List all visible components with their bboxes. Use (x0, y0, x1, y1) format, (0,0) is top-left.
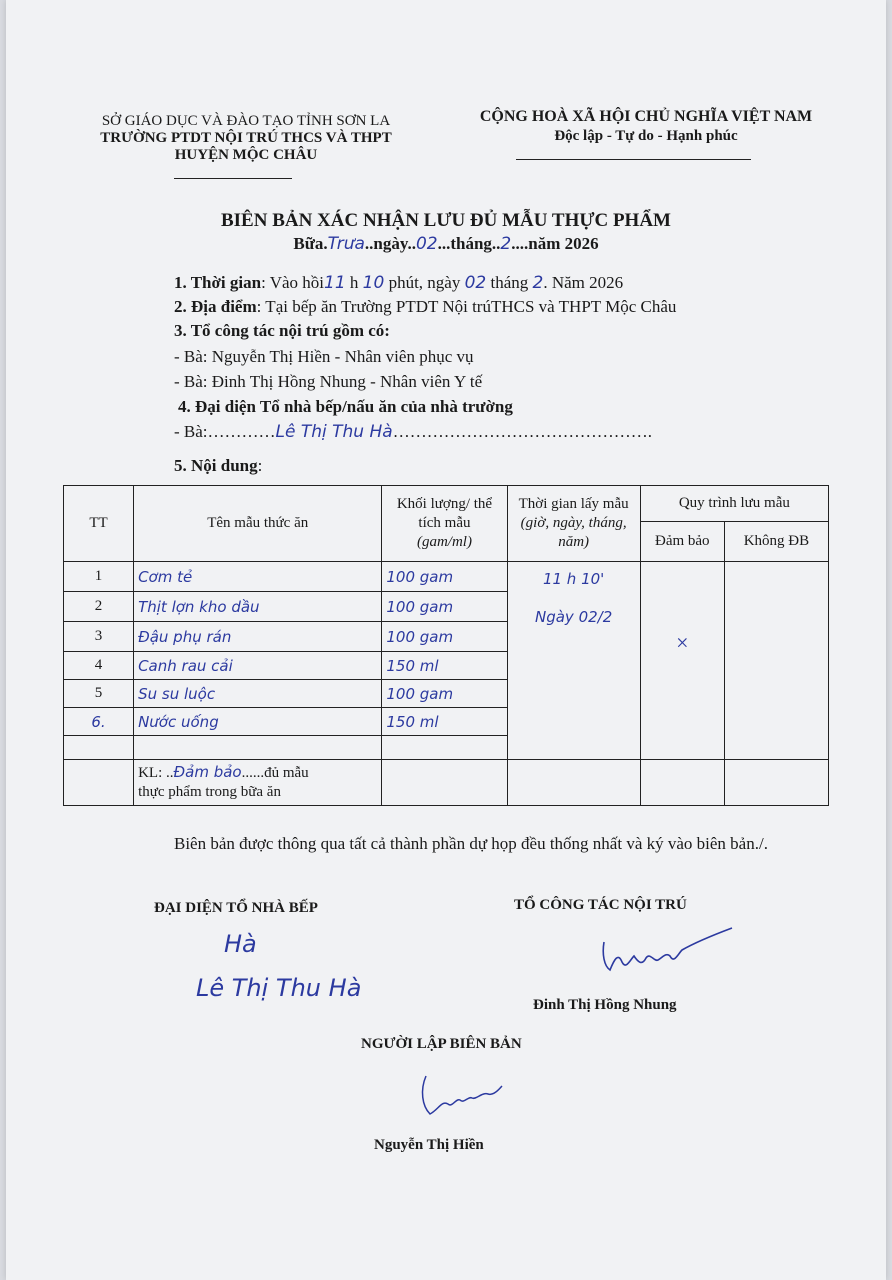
header-not-ok: Không ĐB (724, 522, 828, 562)
recorder-signer-name: Nguyễn Thị Hiền (374, 1137, 484, 1153)
country-name: CỘNG HOÀ XÃ HỘI CHỦ NGHĨA VIỆT NAM (479, 108, 813, 125)
row-amount: 150 ml (382, 708, 507, 736)
header-time-label: Thời gian lấy mẫu (518, 496, 629, 513)
conclusion-row (64, 760, 829, 806)
time-month: 2 (532, 273, 544, 293)
table-row (64, 562, 829, 592)
empty-cell (134, 736, 382, 760)
month-value: 2 (500, 234, 512, 254)
row-tt: 5 (64, 680, 134, 708)
header-right-underline (516, 159, 751, 160)
row-tt: 1 (64, 562, 134, 592)
conclusion-empty-cell (64, 760, 134, 806)
district-name: HUYỆN MỘC CHÂU (174, 147, 318, 163)
kitchen-rep-suffix: ………………………………………. (392, 422, 652, 441)
row-amount: 100 gam (382, 622, 507, 652)
row-name: Su su luộc (134, 680, 382, 708)
section-kitchen-label: 4. Đại diện Tổ nhà bếp/nấu ăn của nhà trường (178, 397, 513, 416)
motto: Độc lập - Tự do - Hạnh phúc (554, 128, 738, 144)
header-left (66, 113, 426, 164)
day-prefix: ..ngày.. (364, 234, 416, 253)
conclusion-notok-cell (724, 760, 828, 806)
empty-cell (64, 736, 134, 760)
row-tt: 4 (64, 652, 134, 680)
section-content-colon: : (257, 456, 263, 475)
row-name: Canh rau cải (134, 652, 382, 680)
closing-statement: Biên bản được thông qua tất cả thành phần dự họp đều thống nhất và ký vào biên bản./. (174, 834, 768, 853)
sample-time-hour: 11 h 10' (542, 570, 605, 588)
header-tt: TT (64, 486, 134, 562)
section-team-label: 3. Tổ công tác nội trú gồm có: (174, 321, 390, 340)
conclusion-prefix: KL: .. (138, 765, 174, 782)
empty-cell (382, 736, 507, 760)
kitchen-signature-title: ĐẠI DIỆN TỔ NHÀ BẾP (154, 900, 318, 916)
time-minute: 10 (362, 273, 385, 293)
header-weight (382, 486, 507, 562)
recorder-signature-scribble (416, 1070, 506, 1120)
time-text-c: phút, ngày (384, 273, 465, 292)
time-day: 02 (464, 273, 487, 293)
header-right (446, 108, 846, 145)
row-name: Cơm tẻ (134, 562, 382, 592)
time-text-e: . Năm 2026 (543, 273, 624, 292)
row-name: Thịt lợn kho dầu (134, 592, 382, 622)
time-text-a: : Vào hồi (261, 273, 325, 292)
conclusion-suffix: ......đủ mẫu (241, 765, 309, 782)
conclusion-cell (134, 760, 382, 806)
header-time-unit: (giờ, ngày, tháng, năm) (520, 515, 627, 550)
time-text-d: tháng (486, 273, 533, 292)
header-time (507, 486, 640, 562)
dept-name: SỞ GIÁO DỤC VÀ ĐÀO TẠO TỈNH SƠN LA (101, 113, 391, 129)
conclusion-line-2: thực phẩm trong bữa ăn (138, 784, 281, 800)
row-amount: 100 gam (382, 680, 507, 708)
section-content-label: 5. Nội dung (174, 456, 258, 475)
sample-table (63, 485, 829, 806)
conclusion-ok-cell (640, 760, 724, 806)
kitchen-rep-name: Lê Thị Thu Hà (275, 422, 393, 442)
kitchen-signature-name: Lê Thị Thu Hà (196, 974, 362, 1002)
boarding-signature-title: TỔ CÔNG TÁC NỘI TRÚ (514, 897, 687, 913)
row-name: Nước uống (134, 708, 382, 736)
kitchen-signature: Hà (224, 930, 257, 958)
row-tt: 3 (64, 622, 134, 652)
row-tt: 2 (64, 592, 134, 622)
school-name: TRƯỜNG PTDT NỘI TRÚ THCS VÀ THPT (100, 130, 392, 146)
document-page (6, 0, 886, 1280)
header-name: Tên mẫu thức ăn (134, 486, 382, 562)
time-hour: 11 (324, 273, 346, 293)
not-ok-cell (724, 562, 828, 760)
month-prefix: ...tháng.. (437, 234, 501, 253)
section-location-text: : Tại bếp ăn Trường PTDT Nội trúTHCS và THPT Mộc Châu (256, 297, 677, 316)
section-location-label: 2. Địa điểm (174, 297, 257, 316)
header-left-underline (174, 178, 292, 179)
row-amount: 100 gam (382, 592, 507, 622)
document-title: BIÊN BẢN XÁC NHẬN LƯU ĐỦ MẪU THỰC PHẨM (220, 210, 671, 231)
conclusion-amount-cell (382, 760, 507, 806)
section-time-label: 1. Thời gian (174, 273, 262, 292)
boarding-signature-scribble (596, 922, 736, 982)
row-amount: 100 gam (382, 562, 507, 592)
team-member-2: - Bà: Đinh Thị Hồng Nhung - Nhân viên Y tế (174, 372, 483, 391)
year-text: ....năm 2026 (511, 234, 599, 253)
row-tt: 6. (64, 708, 134, 736)
row-amount: 150 ml (382, 652, 507, 680)
day-value: 02 (415, 234, 438, 254)
section-time (174, 273, 623, 293)
header-ok: Đảm bảo (640, 522, 724, 562)
conclusion-value: Đảm bảo (173, 763, 242, 782)
time-text-b: h (345, 273, 363, 292)
check-mark: × (640, 562, 724, 760)
kitchen-rep-line (174, 422, 652, 442)
boarding-signer-name: Đinh Thị Hồng Nhung (533, 997, 677, 1013)
header-process: Quy trình lưu mẫu (640, 486, 828, 522)
kitchen-rep-prefix: - Bà:………… (174, 422, 276, 441)
row-name: Đậu phụ rán (134, 622, 382, 652)
recorder-signature-title: NGƯỜI LẬP BIÊN BẢN (361, 1036, 522, 1052)
section-content (174, 456, 262, 476)
sample-time-date: Ngày 02/2 (535, 608, 613, 626)
meal-value: Trưa (327, 234, 365, 254)
conclusion-time-cell (507, 760, 640, 806)
header-weight-unit: (gam/ml) (416, 533, 472, 550)
team-member-1: - Bà: Nguyễn Thị Hiền - Nhân viên phục vụ (174, 347, 474, 366)
sample-time-cell (507, 562, 640, 760)
header-weight-label: Khối lượng/ thể tích mẫu (396, 496, 493, 532)
section-location (174, 297, 676, 317)
meal-prefix: Bữa. (293, 234, 328, 253)
meal-line (106, 234, 786, 254)
